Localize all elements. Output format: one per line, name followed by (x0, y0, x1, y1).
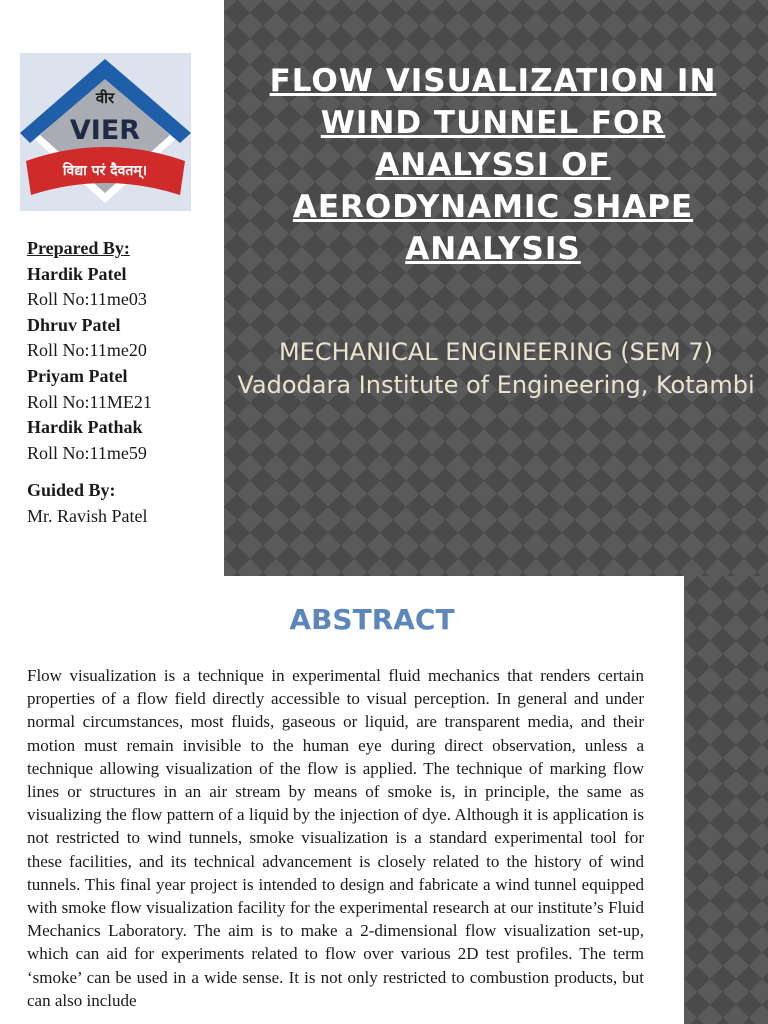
team-info (27, 236, 222, 530)
guided-by-label: Guided By: (27, 480, 116, 501)
department-text: MECHANICAL ENGINEERING (SEM 7) (278, 338, 714, 366)
logo-motto: विद्या परं दैवतम्। (62, 163, 148, 179)
member-name: Priyam Patel (27, 365, 128, 386)
presentation-title: FLOW VISUALIZATION IN WIND TUNNEL FOR ANALYSSI OF AERODYNAMIC SHAPE ANALYSIS (269, 63, 717, 267)
member-roll: Roll No:11ME21 (27, 391, 152, 412)
member-name: Hardik Patel (27, 263, 127, 284)
vier-logo-graphic (20, 53, 191, 211)
guide-name: Mr. Ravish Patel (27, 505, 148, 526)
institute-text: Vadodara Institute of Engineering, Kotambi (237, 371, 755, 399)
abstract-text: Flow visualization is a technique in experimental fluid mechanics that renders certain properties of a flow field directly accessible to visual perception. In general and under normal circumstances, most fluids, gaseous or liquid, are transparent media, and their motion must remain invisible to the human eye during direct observation, unless a technique allowing visualization of the flow is applied. The technique of marking flow lines or structures in an air stream by means of smoke is, in principle, the same as visualizing the flow pattern of a liquid by the injection of dye. Although it is application is not restricted to wind tunnels, smoke visualization is a standard experimental tool for these facilities, and its technical advancement is closely related to the history of wind tunnels. This final year project is intended to design and fabricate a wind tunnel equipped with smoke flow visualization facility for the experimental research at our institute’s Fluid Mechanics Laboratory. The aim is to make a 2-dimensional flow visualization set-up, which can aid for experiments related to flow over various 2D test profiles. The term ‘smoke’ can be used in a wide sense. It is not only restricted to combustion products, but can also include (27, 666, 644, 1010)
member-roll: Roll No:11me59 (27, 442, 147, 463)
logo-hindi-top: वीर (95, 89, 115, 107)
vier-logo (20, 53, 191, 211)
abstract-heading: ABSTRACT (289, 603, 455, 636)
spacer (27, 466, 222, 478)
logo-brand-text: VIER (69, 115, 141, 146)
presentation-subtitle (236, 336, 756, 402)
abstract-slide-side-strip (684, 576, 768, 1024)
member-name: Dhruv Patel (27, 314, 121, 335)
member-roll: Roll No:11me03 (27, 289, 147, 310)
member-name: Hardik Pathak (27, 417, 143, 438)
member-roll: Roll No:11me20 (27, 340, 147, 361)
prepared-by-label: Prepared By: (27, 238, 130, 258)
